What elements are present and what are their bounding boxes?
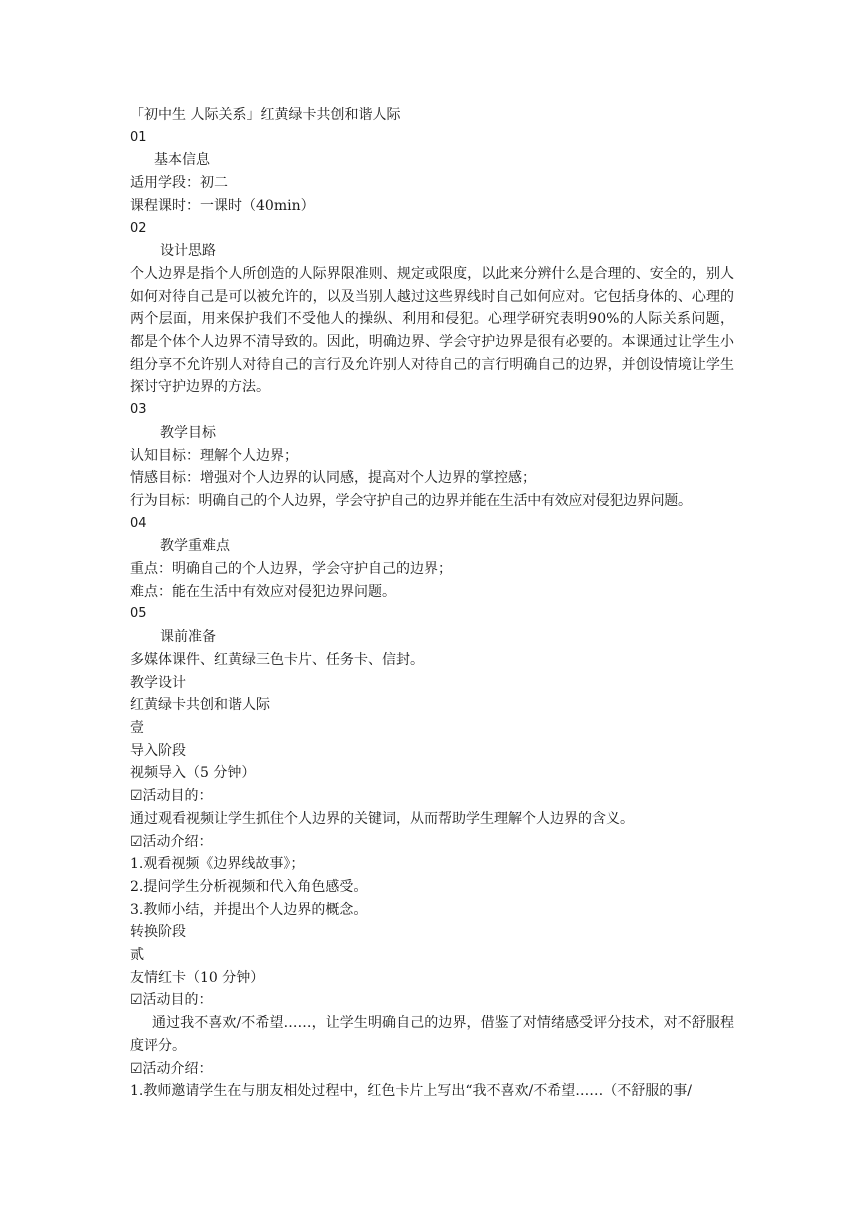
purpose-label: ☑活动目的： bbox=[130, 788, 213, 805]
difficult-point: 难点：能在生活中有效应对侵犯边界问题。 bbox=[130, 583, 396, 600]
goal-behavioral: 行为目标：明确自己的个人边界，学会守护自己的边界并能在生活中有效应对侵犯边界问题。 bbox=[130, 492, 692, 509]
goal-cognitive: 认知目标：理解个人边界； bbox=[130, 447, 298, 464]
step-item: 2.提问学生分析视频和代入角色感受。 bbox=[130, 878, 368, 895]
section-number-04: 04 bbox=[130, 515, 147, 531]
step-item: 1.观看视频《边界线故事》； bbox=[130, 856, 305, 873]
purpose-text: 通过观看视频让学生抓住个人边界的关键词，从而帮助学生理解个人边界的含义。 bbox=[130, 810, 634, 827]
key-point: 重点：明确自己的个人边界，学会守护自己的边界； bbox=[130, 561, 452, 578]
section-heading-goals: 教学目标 bbox=[160, 424, 216, 441]
step-item: 3.教师小结，并提出个人边界的概念。 bbox=[130, 901, 368, 918]
purpose-text: 通过我不喜欢/不希望……，让学生明确自己的边界，借鉴了对情绪感受评分技术，对不舒服程度评分。 bbox=[130, 1015, 734, 1054]
document-page bbox=[130, 104, 734, 1103]
section-number-01: 01 bbox=[130, 129, 147, 145]
grade-line: 适用学段：初二 bbox=[130, 175, 228, 192]
section-number-03: 03 bbox=[130, 402, 147, 418]
purpose-label: ☑活动目的： bbox=[130, 992, 213, 1009]
section-heading-preparation: 课前准备 bbox=[160, 629, 216, 646]
stage-intro: 导入阶段 bbox=[130, 742, 186, 759]
stage-transition: 转换阶段 bbox=[130, 924, 186, 941]
part-number-two: 贰 bbox=[130, 947, 144, 964]
activity-red-card: 友情红卡（10 分钟） bbox=[130, 969, 265, 986]
part-number-one: 壹 bbox=[130, 719, 144, 736]
intro-label: ☑活动介绍： bbox=[130, 833, 213, 850]
section-heading-key-points: 教学重难点 bbox=[160, 538, 230, 555]
section-number-02: 02 bbox=[130, 220, 147, 236]
teaching-design-heading: 教学设计 bbox=[130, 674, 186, 691]
teaching-design-subtitle: 红黄绿卡共创和谐人际 bbox=[130, 697, 270, 714]
activity-video-intro: 视频导入（5 分钟） bbox=[130, 765, 256, 782]
goal-emotional: 情感目标：增强对个人边界的认同感，提高对个人边界的掌控感； bbox=[130, 470, 536, 487]
intro-label: ☑活动介绍： bbox=[130, 1060, 213, 1077]
section-heading-design-idea: 设计思路 bbox=[160, 243, 216, 260]
design-idea-paragraph: 个人边界是指个人所创造的人际界限准则、规定或限度，以此来分辨什么是合理的、安全的，别人如何对待自己是可以被允许的，以及当别人越过这些界线时自己如何应对。它包括身体的、心理的两个层面，用来保护我们不受他人的操纵、利用和侵犯。心理学研究表明90%的人际关系问题，都是个体个人边界不清导致的。因此，明确边界、学会守护边界是很有必要的。本课通过让学生小组分享不允许别人对待自己的言行及允许别人对待自己的言行明确自己的边界，并创设情境让学生探讨守护边界的方法。 bbox=[130, 265, 734, 396]
section-heading-basic-info: 基本信息 bbox=[154, 152, 210, 169]
materials-line: 多媒体课件、红黄绿三色卡片、任务卡、信封。 bbox=[130, 651, 424, 668]
step-item: 1.教师邀请学生在与朋友相处过程中，红色卡片上写出“我不喜欢/不希望……（不舒服的事/ bbox=[130, 1083, 692, 1100]
duration-line: 课程课时：一课时（40min） bbox=[130, 197, 315, 214]
doc-title: 「初中生 人际关系」红黄绿卡共创和谐人际 bbox=[130, 107, 401, 123]
section-number-05: 05 bbox=[130, 606, 147, 622]
